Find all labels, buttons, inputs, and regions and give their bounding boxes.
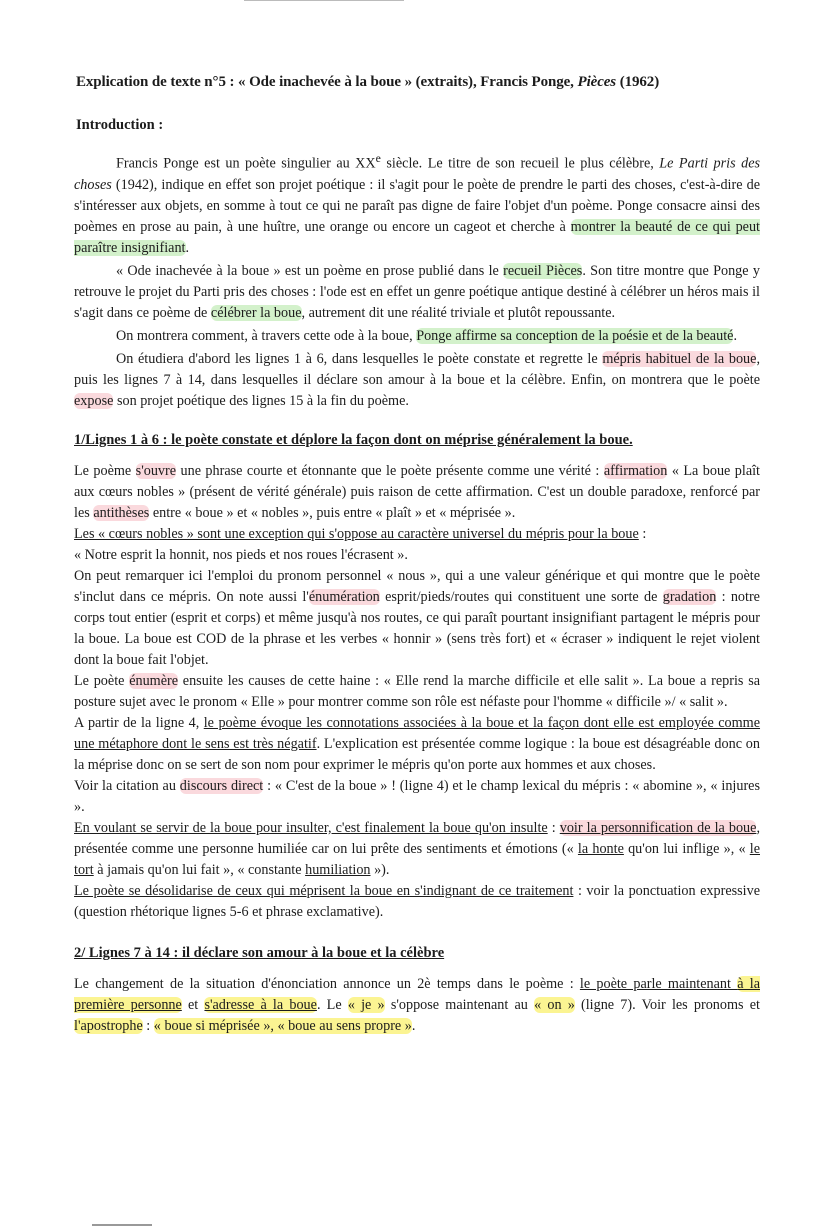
- highlight: « on »: [534, 996, 575, 1013]
- scan-edge-mark: [92, 1224, 152, 1226]
- intro-paragraph-2: « Ode inachevée à la boue » est un poème en prose publié dans le recueil Pièces. Son titre montre que Ponge y retrouve le projet du Parti pris des choses : l'ode est en effet un genre poétique antique destiné à célébrer un héros mais il s'agit dans ce poème de célébrer la boue, autrement dit une réalité triviale et plutôt repoussante.: [74, 262, 760, 321]
- section-2-paragraph-1: Le changement de la situation d'énonciation annonce un 2è temps dans le poème : le poète parle maintenant à la première personne et s'adresse à la boue. Le « je » s'oppose maintenant au « on » (ligne 7). Voir les pronoms et l'apostrophe : « boue si méprisée », « boue au sens propre ».: [74, 975, 760, 1034]
- section-1-paragraph-7: Voir la citation au discours direct : « C'est de la boue » ! (ligne 4) et le champ lexical du mépris : « abomine », « injures ».: [74, 777, 761, 815]
- document-page: [74, 74, 760, 1037]
- title-year: (1962): [616, 74, 660, 90]
- intro-paragraph-4: On étudiera d'abord les lignes 1 à 6, dans lesquelles le poète constate et regrette le mépris habituel de la boue, puis les lignes 7 à 14, dans lesquelles il déclare son amour à la boue et la célèbre. Enfin, on montrera que le poète expose son projet poétique des lignes 15 à la fin du poème.: [74, 350, 760, 409]
- title-work: Pièces: [577, 74, 617, 90]
- scan-edge-line: [244, 0, 404, 1]
- section-1-paragraph-4: On peut remarquer ici l'emploi du pronom personnel « nous », qui a une valeur générique et qui montre que le poète s'inclut dans ce mépris. On note aussi l'énumération esprit/pieds/routes qui constituent une sorte de gradation : notre corps tout entier (esprit et corps) et même jusqu'à nos routes, ce qui paraît pourtant insignifiant partagent le mépris pour la boue. La boue est COD de la phrase et les verbes « honnir » (sens très fort) et « écraser » indiquent le rejet violent dont la boue fait l'objet.: [74, 567, 760, 668]
- intro-paragraph-3: On montrera comment, à travers cette ode à la boue, Ponge affirme sa conception de la poésie et de la beauté.: [116, 327, 737, 344]
- section-1-paragraph-5: Le poète énumère ensuite les causes de cette haine : « Elle rend la marche difficile et elle salit ». La boue a repris sa posture sujet avec le pronom « Elle » pour montrer comme son rôle est néfaste pour l'homme « difficile »/ « salit ».: [74, 672, 761, 710]
- highlight: l'apostrophe: [74, 1017, 143, 1034]
- section-1-paragraph-8: En voulant se servir de la boue pour insulter, c'est finalement la boue qu'on insulte : voir la personnification de la boue, présentée comme une personne humiliée car on lui prête des sentiments et émotions (« la honte qu'on lui inflige », « le tort à jamais qu'on lui fait », « constante humiliation »).: [74, 819, 760, 878]
- highlight: mépris habituel de la boue: [602, 350, 757, 367]
- highlight: énumération: [308, 588, 380, 605]
- title-text: Explication de texte n°5 : « Ode inachevée à la boue » (extraits), Francis Ponge,: [76, 74, 578, 90]
- highlight: célébrer la boue: [210, 304, 302, 321]
- highlight: « boue si méprisée », « boue au sens propre »: [153, 1017, 412, 1034]
- highlight: antithèses: [93, 504, 150, 521]
- highlight: expose: [74, 392, 114, 409]
- page-title: [76, 74, 760, 91]
- highlight: recueil Pièces: [503, 262, 583, 279]
- section-1-paragraph-1: Le poème s'ouvre une phrase courte et étonnante que le poète présente comme une vérité : affirmation « La boue plaît aux cœurs nobles » (présent de vérité générale) puis raison de cette affirmation. C'est un double paradoxe, renforcé par les antithèses entre « boue » et « nobles », puis entre « plaît » et « méprisée ».: [74, 462, 760, 521]
- highlight: montrer la beauté de ce qui peut paraître insignifiant: [74, 218, 760, 256]
- section-1-paragraph-6: A partir de la ligne 4, le poème évoque les connotations associées à la boue et la façon dont elle est employée comme une métaphore dont le sens est très négatif. L'explication est présentée comme logique : la boue est désagréable donc on la méprise donc on se sert de son nom pour exprimer le mépris qu'on porte aux hommes et aux choses.: [74, 714, 761, 773]
- highlight: discours direct: [179, 777, 264, 794]
- highlight: gradation: [662, 588, 717, 605]
- intro-heading: Introduction :: [76, 117, 164, 133]
- highlight: Ponge affirme sa conception de la poésie et de la beauté: [416, 327, 734, 344]
- section-2-heading: 2/ Lignes 7 à 14 : il déclare son amour à la boue et la célèbre: [74, 944, 445, 961]
- section-1-paragraph-2: Les « cœurs nobles » sont une exception qui s'oppose au caractère universel du mépris pour la boue :: [74, 525, 647, 542]
- section-1-heading: 1/Lignes 1 à 6 : le poète constate et déplore la façon dont on méprise généralement la boue.: [74, 431, 633, 448]
- section-1-body: [74, 461, 760, 923]
- highlight: énumère: [129, 672, 179, 689]
- section-1-quote: « Notre esprit la honnit, nos pieds et nos roues l'écrasent ».: [74, 546, 408, 563]
- section-1-paragraph-9: Le poète se désolidarise de ceux qui méprisent la boue en s'indignant de ce traitement : voir la ponctuation expressive (question rhétorique lignes 5-6 et phrase exclamative).: [74, 882, 760, 920]
- intro-paragraph-1: Francis Ponge est un poète singulier au XXe siècle. Le titre de son recueil le plus célèbre, Le Parti pris des choses (1942), indique en effet son projet poétique : il s'agit pour le poète de prendre le parti des choses, c'est-à-dire de s'intéresser aux objets, en somme à tout ce qui ne paraît pas digne de faire l'objet d'un poème. Ponge consacre ainsi des poèmes en prose au pain, à une huître, une orange ou encore un cageot et cherche à montrer la beauté de ce qui peut paraître insignifiant.: [74, 151, 761, 256]
- highlight: « je »: [347, 996, 385, 1013]
- highlight: s'ouvre: [135, 462, 177, 479]
- highlight: affirmation: [603, 462, 668, 479]
